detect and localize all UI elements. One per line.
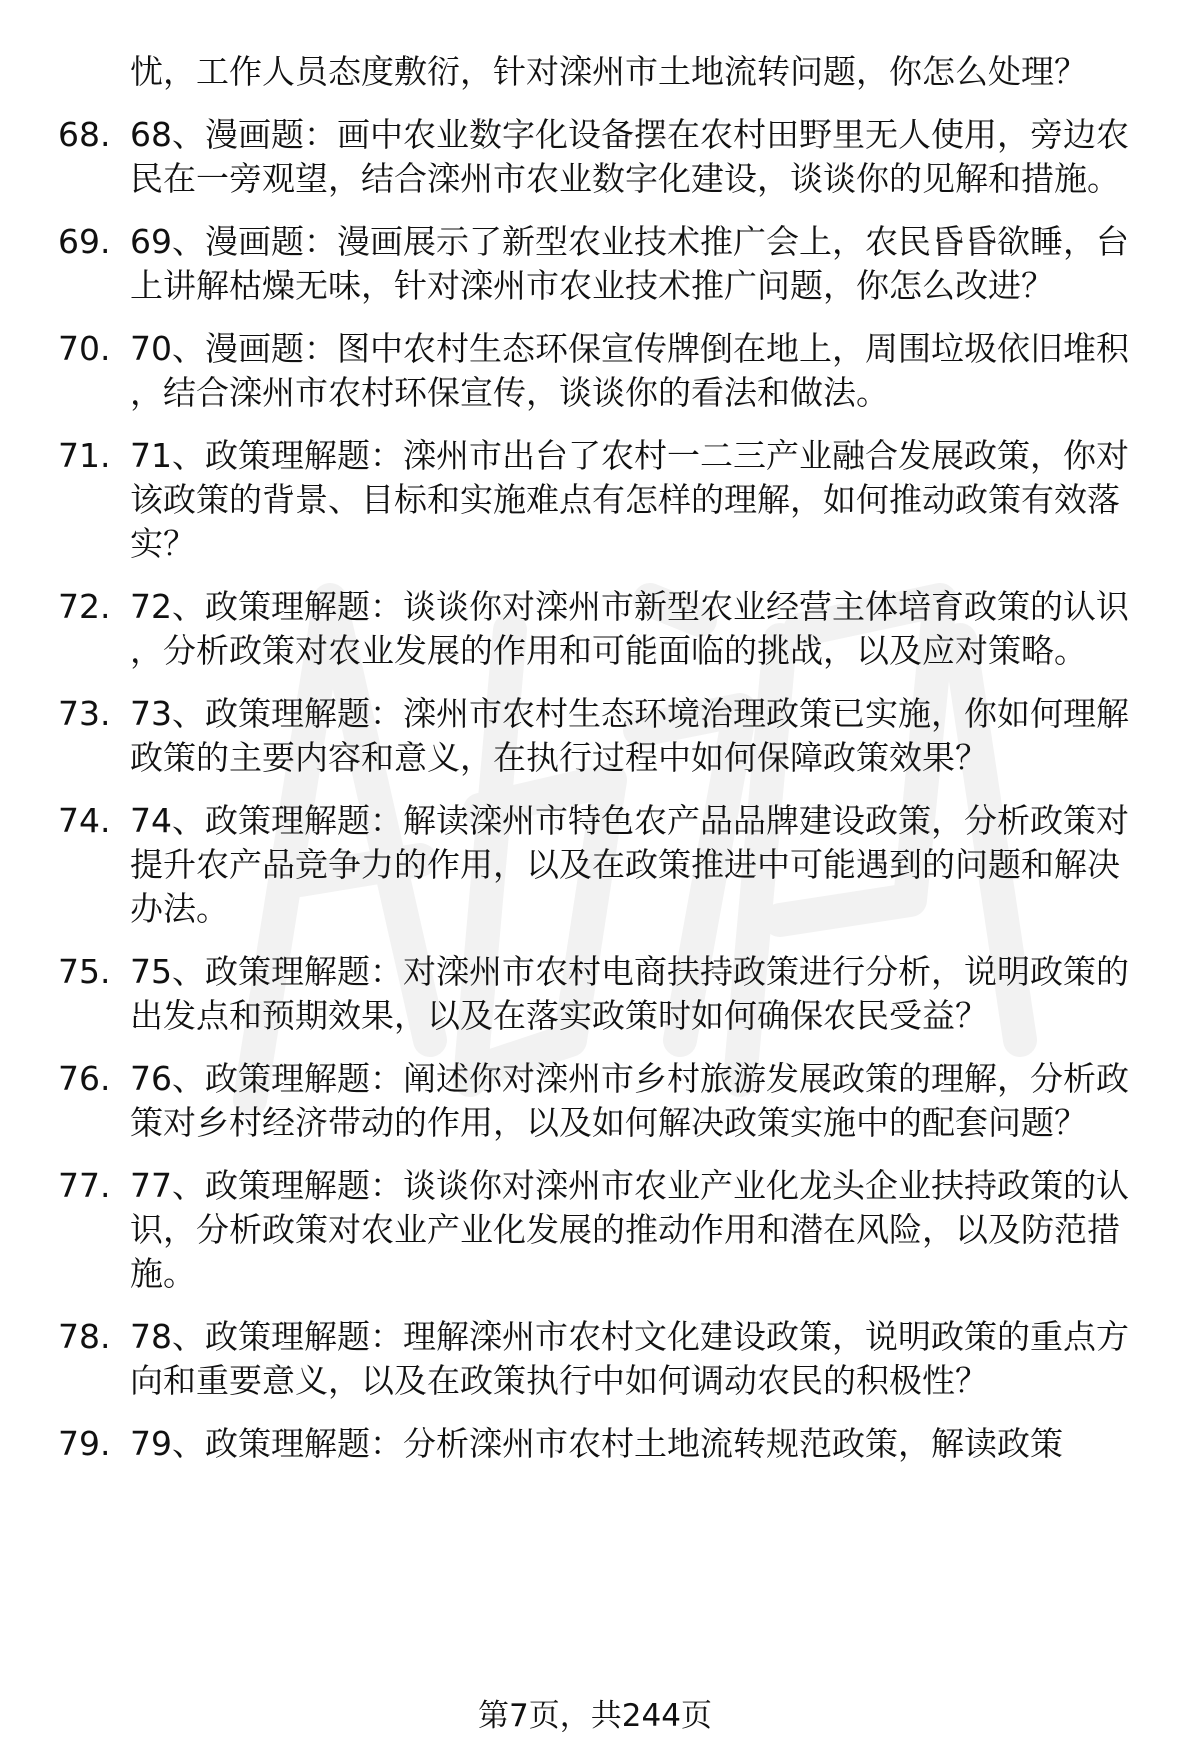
question-text: 69、漫画题：漫画展示了新型农业技术推广会上，农民昏昏欲睡，台上讲解枯燥无味，针对滦州市农业技术推广问题，你怎么改进？	[130, 222, 1129, 305]
list-item	[58, 692, 1148, 780]
list-item	[58, 799, 1148, 931]
question-number: 70.	[58, 329, 111, 368]
question-number: 71.	[58, 436, 111, 475]
question-number: 76.	[58, 1059, 111, 1098]
list-item	[58, 1315, 1148, 1403]
question-text: 74、政策理解题：解读滦州市特色农产品品牌建设政策，分析政策对提升农产品竞争力的作用，以及在政策推进中可能遇到的问题和解决办法。	[130, 801, 1129, 928]
list-item	[58, 113, 1148, 201]
list-item	[58, 220, 1148, 308]
question-text: 77、政策理解题：谈谈你对滦州市农业产业化龙头企业扶持政策的认识，分析政策对农业产业化发展的推动作用和潜在风险，以及防范措施。	[130, 1166, 1129, 1293]
question-number: 75.	[58, 952, 111, 991]
question-text: 75、政策理解题：对滦州市农村电商扶持政策进行分析，说明政策的出发点和预期效果，以及在落实政策时如何确保农民受益？	[130, 952, 1129, 1035]
list-item	[58, 585, 1148, 673]
page-footer: 第7页，共244页	[478, 1698, 712, 1734]
question-number: 78.	[58, 1317, 111, 1356]
question-number: 72.	[58, 587, 111, 626]
list-item	[58, 1057, 1148, 1145]
question-text: 79、政策理解题：分析滦州市农村土地流转规范政策，解读政策	[130, 1424, 1063, 1463]
question-text: 68、漫画题：画中农业数字化设备摆在农村田野里无人使用，旁边农民在一旁观望，结合滦州市农业数字化建设，谈谈你的见解和措施。	[130, 115, 1129, 198]
question-number: 68.	[58, 115, 111, 154]
question-text: 忧，工作人员态度敷衍，针对滦州市土地流转问题，你怎么处理？	[130, 52, 1087, 91]
question-text: 73、政策理解题：滦州市农村生态环境治理政策已实施，你如何理解政策的主要内容和意义，在执行过程中如何保障政策效果？	[130, 694, 1129, 777]
list-item	[58, 1422, 1148, 1466]
list-item	[58, 327, 1148, 415]
question-number: 74.	[58, 801, 111, 840]
question-text: 71、政策理解题：滦州市出台了农村一二三产业融合发展政策，你对该政策的背景、目标和实施难点有怎样的理解，如何推动政策有效落实？	[130, 436, 1129, 563]
list-item	[58, 434, 1148, 566]
list-item	[58, 50, 1148, 94]
list-item	[58, 950, 1148, 1038]
question-number: 73.	[58, 694, 111, 733]
question-text: 78、政策理解题：理解滦州市农村文化建设政策，说明政策的重点方向和重要意义，以及在政策执行中如何调动农民的积极性？	[130, 1317, 1129, 1400]
question-number: 69.	[58, 222, 111, 261]
question-number: 79.	[58, 1424, 111, 1463]
question-text: 72、政策理解题：谈谈你对滦州市新型农业经营主体培育政策的认识，分析政策对农业发展的作用和可能面临的挑战，以及应对策略。	[130, 587, 1129, 670]
question-text: 76、政策理解题：阐述你对滦州市乡村旅游发展政策的理解，分析政策对乡村经济带动的作用，以及如何解决政策实施中的配套问题？	[130, 1059, 1129, 1142]
list-item	[58, 1164, 1148, 1296]
question-list	[58, 50, 1148, 1466]
question-text: 70、漫画题：图中农村生态环保宣传牌倒在地上，周围垃圾依旧堆积，结合滦州市农村环保宣传，谈谈你的看法和做法。	[130, 329, 1129, 412]
question-number: 77.	[58, 1166, 111, 1205]
